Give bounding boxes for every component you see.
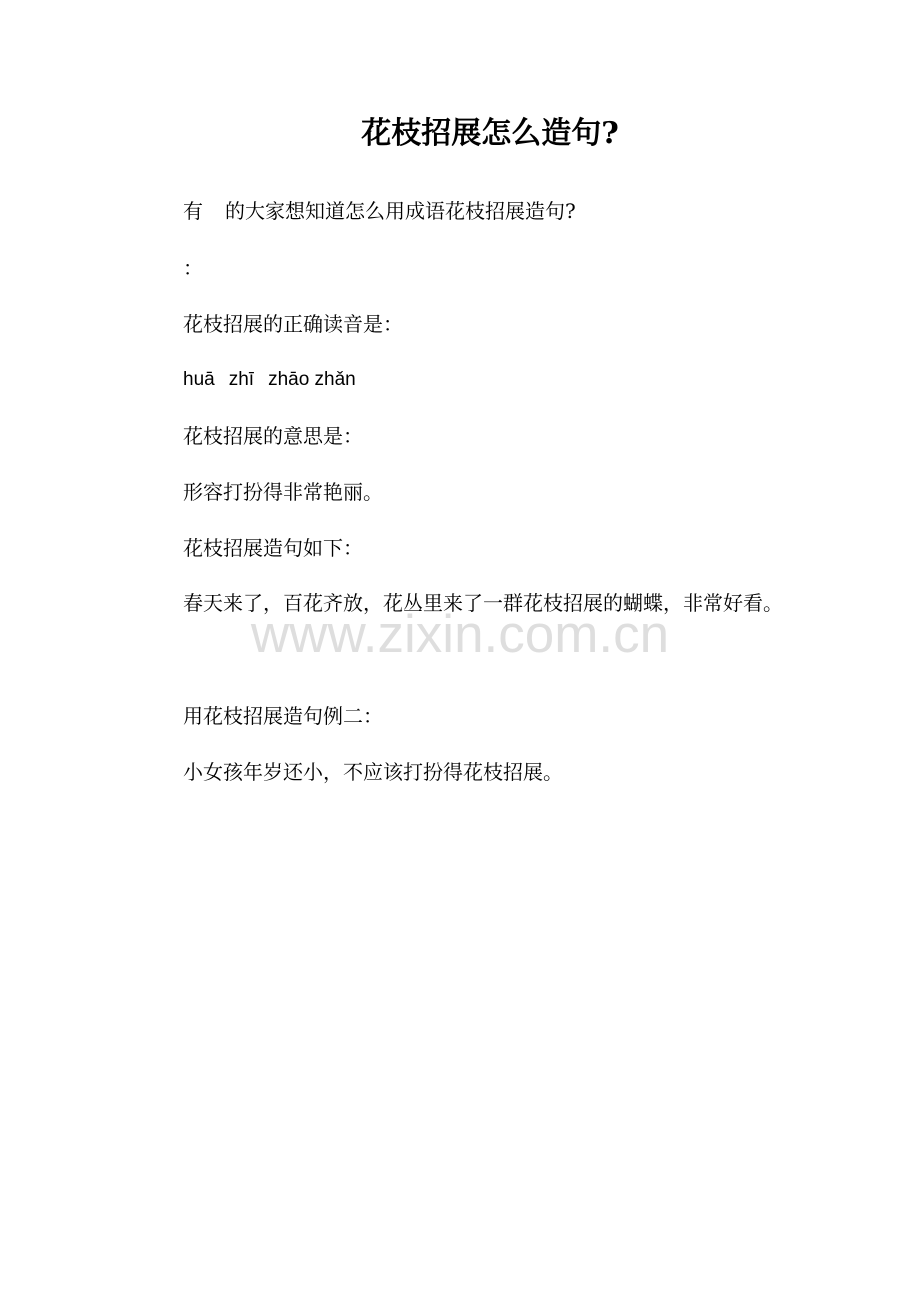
colon-line: ：: [183, 256, 203, 280]
watermark: www.zixin.com.cn: [250, 605, 670, 664]
intro-text-rest: 的大家想知道怎么用成语花枝招展造句?: [225, 199, 576, 223]
pinyin-line: [183, 366, 356, 394]
example-1-text: 春天来了，百花齐放，花丛里来了一群花枝招展的蝴蝶，非常好看。: [183, 591, 783, 615]
pinyin-syllable: zhī: [228, 369, 255, 390]
pinyin-syllable: zhāo zhǎn: [268, 369, 356, 390]
examples-label: 花枝招展造句如下：: [183, 536, 363, 560]
example-2-label: 用花枝招展造句例二：: [183, 704, 383, 728]
intro-text-start: 有: [183, 199, 203, 223]
pinyin-syllable: huā: [183, 369, 215, 390]
meaning-text: 形容打扮得非常艳丽。: [183, 480, 383, 504]
document-title: 花枝招展怎么造句?: [361, 116, 619, 151]
meaning-label: 花枝招展的意思是：: [183, 424, 363, 448]
example-2-text: 小女孩年岁还小，不应该打扮得花枝招展。: [183, 760, 563, 784]
intro-paragraph: [183, 197, 576, 225]
pronunciation-label: 花枝招展的正确读音是：: [183, 312, 403, 336]
